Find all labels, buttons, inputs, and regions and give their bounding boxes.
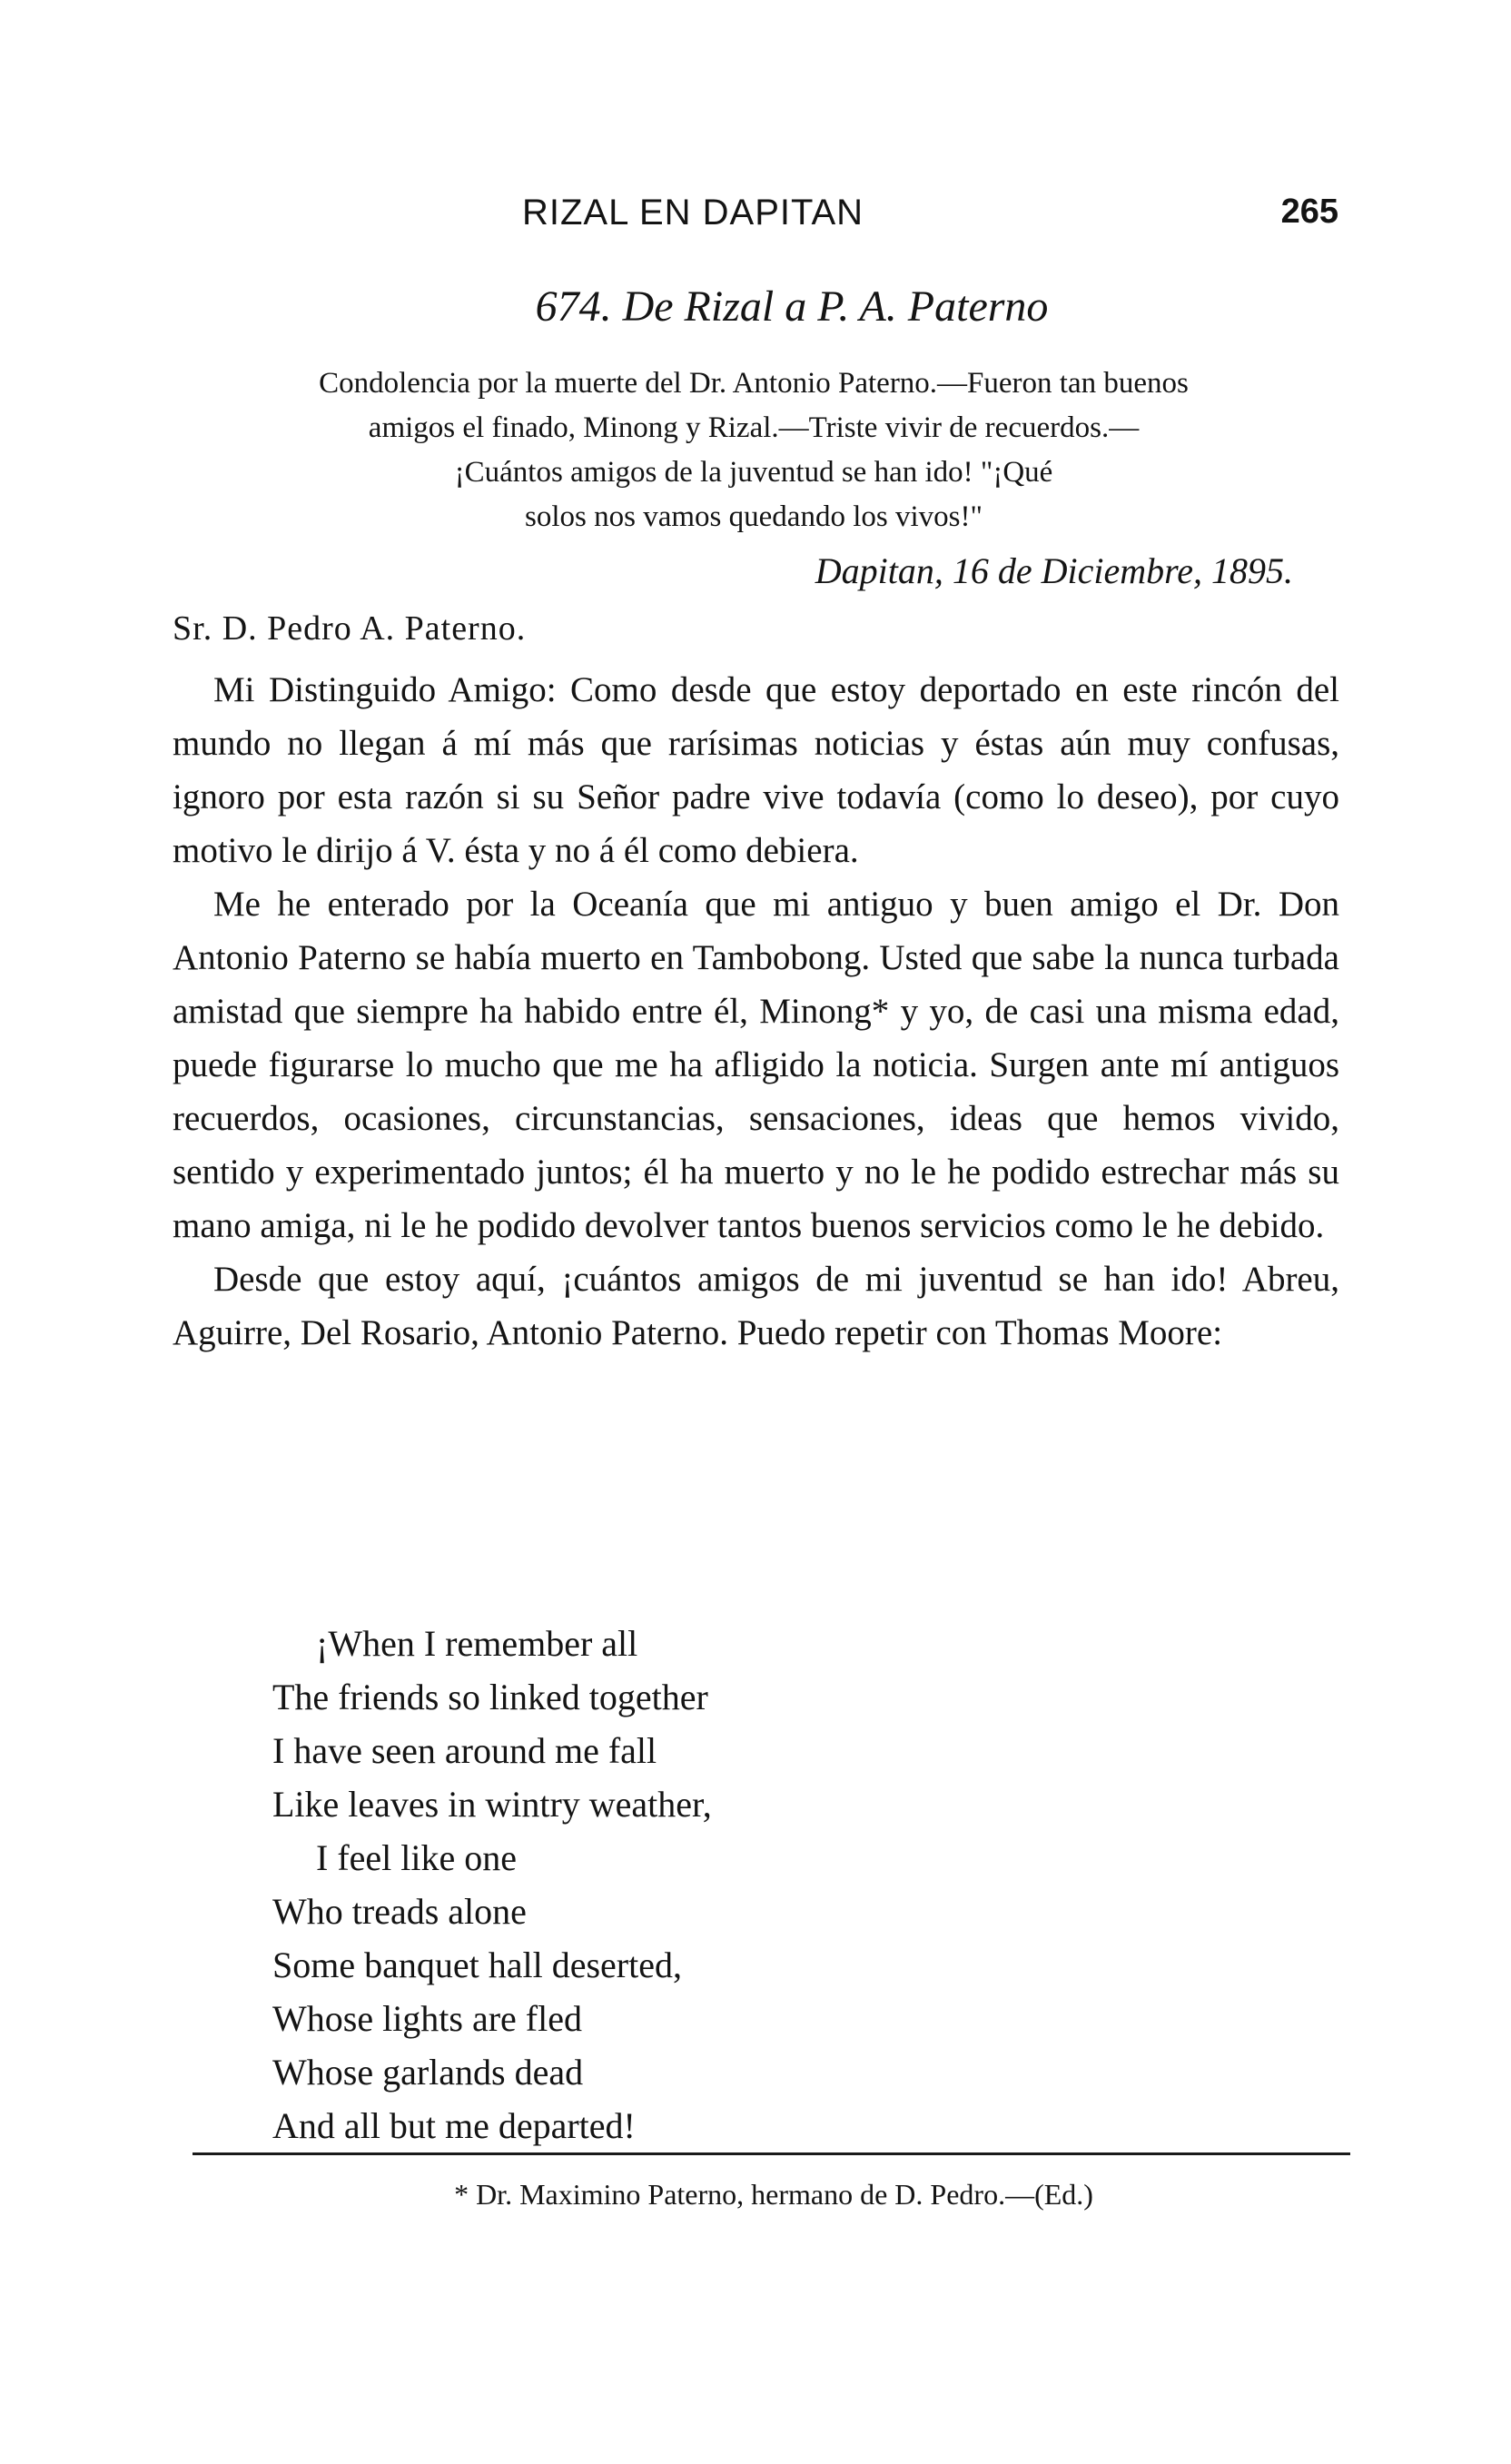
summary-line: Condolencia por la muerte del Dr. Antonio Paterno.—Fueron tan buenos [319,367,1189,400]
footnote: * Dr. Maximino Paterno, hermano de D. Pedro.—(Ed.) [454,2178,1093,2211]
running-header [173,193,1338,247]
poem-line: Whose garlands dead [272,2052,584,2093]
addressee: Sr. D. Pedro A. Paterno. [173,609,527,648]
poem-line: Who treads alone [272,1891,527,1932]
poem-line: Some banquet hall deserted, [272,1944,682,1985]
summary-line: amigos el finado, Minong y Rizal.—Triste vivir de recuerdos.— [368,411,1140,444]
poem-stanza [272,1617,712,1831]
poem-line: And all but me departed! [272,2105,636,2146]
running-title: RIZAL EN DAPITAN [522,193,864,233]
footnote-divider [193,2152,1350,2155]
poem-line: The friends so linked together [272,1677,708,1717]
summary-line: ¡Cuántos amigos de la juventud se han ido! "¡Qué [454,456,1053,489]
body-paragraph: Mi Distinguido Amigo: Como desde que estoy deportado en este rincón del mundo no llegan á mí más que rarísimas noticias y éstas aún muy confusas, ignoro por esta razón si su Señor padre vive todavía (como lo deseo), por cuyo motivo le dirijo á V. ésta y no á él como debiera. [173,670,1339,870]
letter-summary [154,361,1353,539]
dateline: Dapitan, 16 de Diciembre, 1895. [815,550,1293,591]
body-paragraph: Desde que estoy aquí, ¡cuántos amigos de mi juventud se han ido! Abreu, Aguirre, Del Rosario, Antonio Paterno. Puedo repetir con Thomas Moore: [173,1260,1339,1352]
poem-line: Like leaves in wintry weather, [272,1784,712,1825]
poem-line: ¡When I remember all [316,1623,638,1664]
page-number: 265 [1280,193,1338,231]
poem-line: I feel like one [316,1837,517,1878]
poem-line: Whose lights are fled [272,1998,582,2039]
body-paragraph: Me he enterado por la Oceanía que mi antiguo y buen amigo el Dr. Don Antonio Paterno se había muerto en Tambobong. Usted que sabe la nunca turbada amistad que siempre ha habido entre él, Minong* y yo, de casi una misma edad, puede figurarse lo mucho que me ha afligido la noticia. Surgen ante mí antiguos recuerdos, ocasiones, circunstancias, sensaciones, ideas que hemos vivido, sentido y experimentado juntos; él ha muerto y no le he podido estrechar más su mano amiga, ni le he podido devolver tantos buenos servicios como le he debido. [173,885,1339,1245]
poem-stanza [272,1831,712,2152]
letter-title: 674. De Rizal a P. A. Paterno [535,282,1049,331]
poem-quotation [272,1617,712,2152]
letter-body [173,663,1339,1360]
poem-line: I have seen around me fall [272,1730,657,1771]
summary-line: solos nos vamos quedando los vivos!" [525,500,983,533]
